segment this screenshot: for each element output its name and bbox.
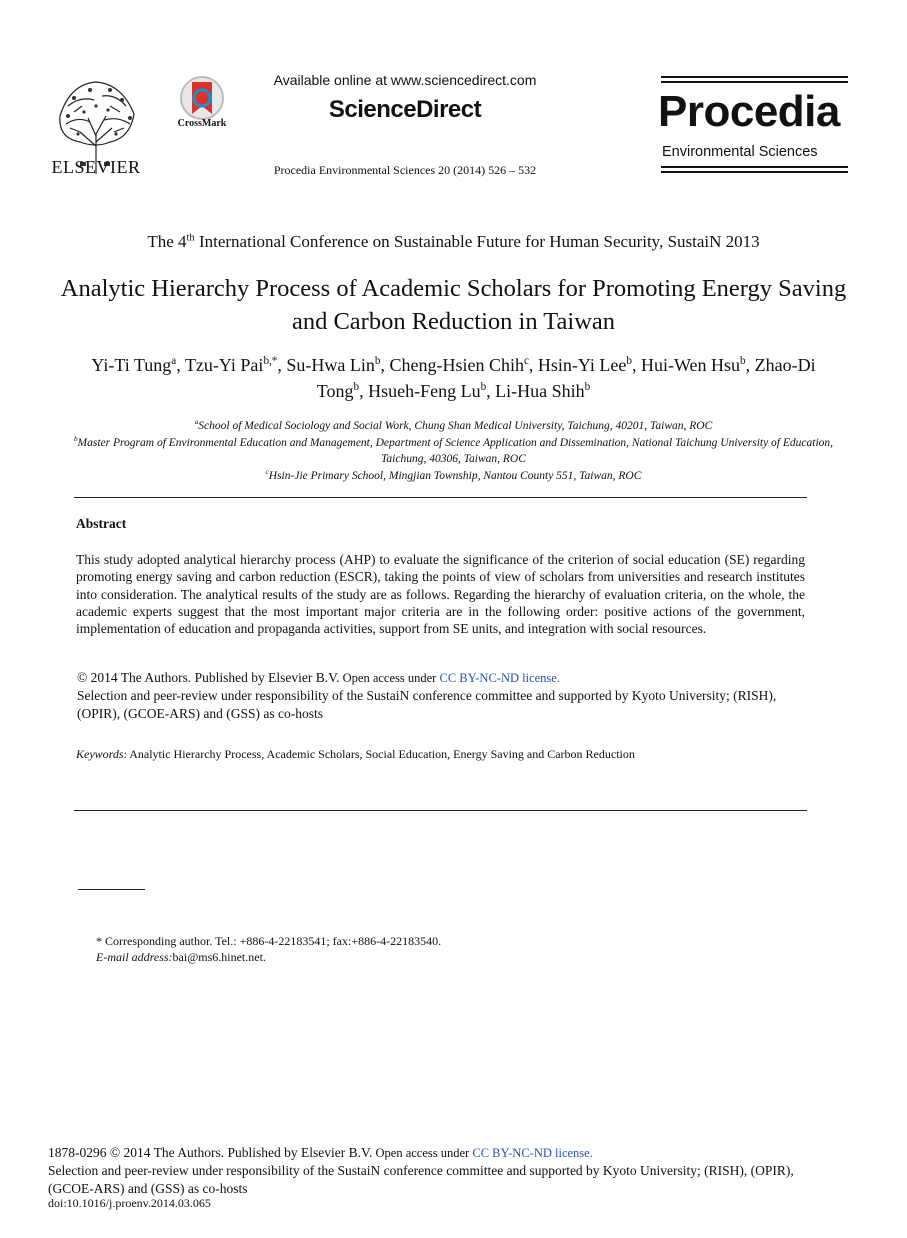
author: Yi-Ti Tung$^a$, bbox=[91, 355, 185, 375]
keywords: Keywords: Analytic Hierarchy Process, Academic Scholars, Social Education, Energy Saving and Carbon Reduction bbox=[76, 747, 635, 761]
abstract-heading: Abstract bbox=[76, 516, 127, 531]
available-online-text[interactable]: Available online at www.sciencedirect.com bbox=[273, 72, 537, 88]
procedia-rule bbox=[661, 171, 848, 173]
affiliations bbox=[60, 418, 847, 484]
divider bbox=[74, 810, 807, 811]
procedia-rule bbox=[661, 81, 848, 83]
corresponding-author-note: * Corresponding author. Tel.: +886-4-22183541; fax:+886-4-22183540. E-mail address:bai@ms6.hinet.net. bbox=[96, 934, 442, 964]
license-link[interactable]: CC BY-NC-ND license. bbox=[472, 1146, 593, 1160]
footer-copyright: 1878-0296 © 2014 The Authors. Published by Elsevier B.V. Open access under CC BY-NC-ND license. Selection and peer-review under responsibility of the SustaiN conference committee and supported by Kyoto University; (RISH), (OPIR), (GCOE-ARS) and (GSS) as co-hosts bbox=[48, 1145, 794, 1196]
author: Hsin-Yi Lee$^b$, bbox=[537, 355, 641, 375]
author: Li-Hua Shih$^b$ bbox=[495, 381, 591, 401]
journal-reference: Procedia Environmental Sciences 20 (2014) 526 – 532 bbox=[273, 163, 537, 177]
license-link[interactable]: CC BY-NC-ND license. bbox=[439, 671, 560, 685]
doi[interactable]: doi:10.1016/j.proenv.2014.03.065 bbox=[48, 1196, 211, 1210]
copyright-notice: © 2014 The Authors. Published by Elsevier B.V. Open access under CC BY-NC-ND license. Selection and peer-review under responsibility of the SustaiN conference committee and supported by Kyoto University; (RISH), (OPIR), (GCOE-ARS) and (GSS) as co-hosts bbox=[77, 670, 777, 721]
author-list bbox=[80, 352, 827, 404]
procedia-rule bbox=[661, 166, 848, 168]
affiliation: $^c$Hsin-Jie Primary School, Mingjian Township, Nantou County 551, Taiwan, ROC bbox=[265, 467, 642, 482]
author: Hsueh-Feng Lu$^b$, bbox=[368, 381, 496, 401]
procedia-subtitle: Environmental Sciences bbox=[662, 144, 818, 160]
paper-title: Analytic Hierarchy Process of Academic Scholars for Promoting Energy Saving and Carbon Reduction in Taiwan bbox=[60, 275, 847, 335]
author: Tzu-Yi Pai$^{b,*}$, bbox=[184, 355, 287, 375]
divider bbox=[74, 497, 807, 498]
conference-name: The 4th International Conference on Sustainable Future for Human Security, SustaiN 2013 bbox=[147, 232, 760, 251]
sciencedirect-wordmark: ScienceDirect bbox=[328, 96, 482, 123]
publisher-wordmark: ELSEVIER bbox=[51, 157, 141, 177]
author: Cheng-Hsien Chih$^c$, bbox=[389, 355, 538, 375]
author: Hui-Wen Hsu$^b$, bbox=[640, 355, 755, 375]
footnote-rule bbox=[78, 889, 145, 890]
procedia-rule bbox=[661, 76, 848, 78]
abstract-body: This study adopted analytical hierarchy process (AHP) to evaluate the significance of the criterion of social education (SE) regarding promoting energy saving and carbon reduction (ESCR), taking the points of view of scholars from universities and research institutes into consideration. The analytical results of the study are as follows. Regarding the hierarchy of evaluation criteria, on the whole, the academic experts suggest that the most important major criteria are in the following order: positive actions of the government, implementation of education and propaganda activities, support from SE units, and integration with social resources. bbox=[76, 552, 805, 637]
procedia-wordmark: Procedia bbox=[658, 87, 840, 136]
author: Zhao-Di Tong$^b$, bbox=[316, 355, 816, 401]
affiliation: $^b$Master Program of Environmental Education and Management, Department of Science Application and Dissemination, National Taichung University of Education, Taichung, 40306, Taiwan, ROC bbox=[73, 434, 834, 465]
author: Su-Hwa Lin$^b$, bbox=[286, 355, 390, 375]
crossmark-label: CrossMark bbox=[177, 118, 227, 129]
affiliation: $^a$School of Medical Sociology and Social Work, Chung Shan Medical University, Taichung, 40201, Taiwan, ROC bbox=[194, 418, 713, 432]
email-link[interactable]: bai@ms6.hinet.net. bbox=[172, 950, 266, 964]
